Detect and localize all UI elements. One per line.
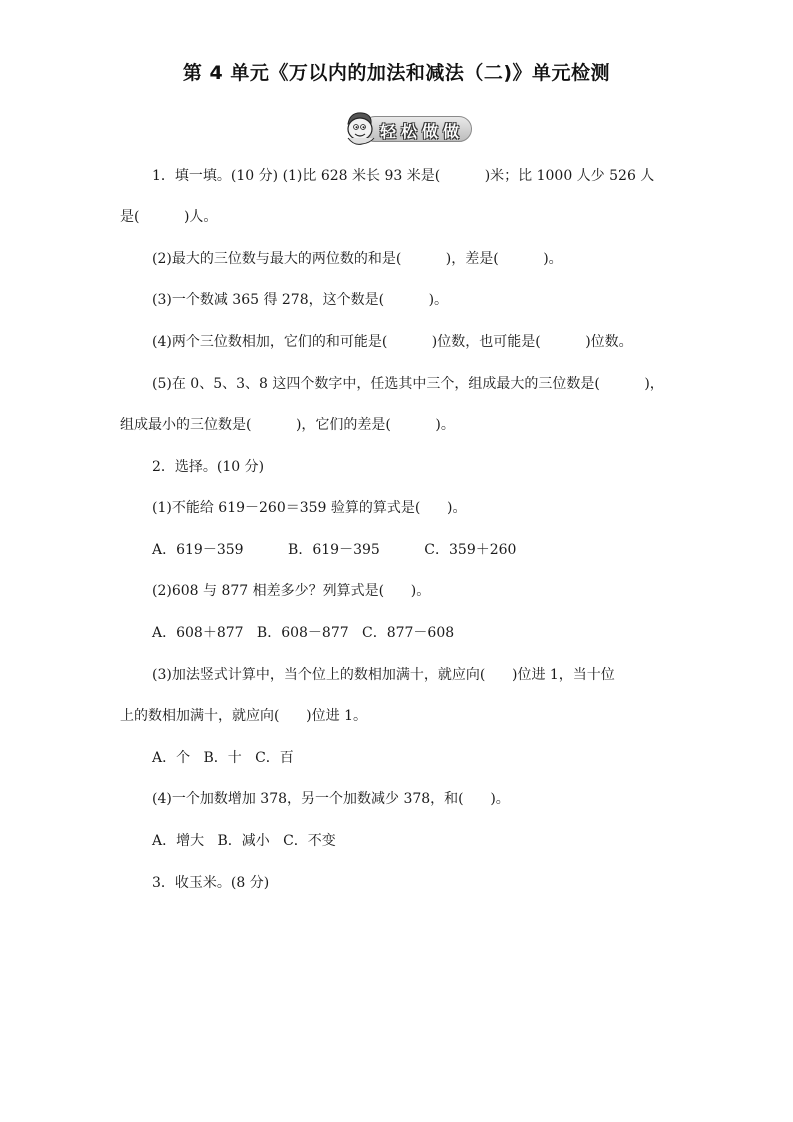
section-2-heading: 2．选择。(10 分) [152,459,265,475]
question-2-4-options: A．增大 B．减小 C．不变 [152,833,336,849]
question-1-1-line-2: 是( )人。 [120,209,218,225]
cartoon-boy-face-icon [344,110,378,146]
page-title: 第 4 单元《万以内的加法和减法（二)》单元检测 [182,62,611,84]
question-1-2: (2)最大的三位数与最大的两位数的和是( )，差是( )。 [152,251,563,267]
question-1-1-line-1: (1)比 628 米长 93 米是( )米；比 1000 人少 526 人 [282,168,655,184]
question-2-2-options: A．608＋877 B．608－877 C．877－608 [152,625,455,641]
banner-label: 轻松做做 [380,122,465,141]
question-2-2: (2)608 与 877 相差多少？列算式是( )。 [152,583,431,599]
section-1-heading: 1．填一填。(10 分) [152,168,279,184]
question-2-1: (1)不能给 619－260＝359 验算的算式是( )。 [152,500,467,516]
question-1-3: (3)一个数减 365 得 278，这个数是( )。 [152,292,449,308]
question-2-1-options: A．619－359 B．619－395 C．359＋260 [152,542,517,558]
question-1-5-line-2: 组成最小的三位数是( )，它们的差是( )。 [120,417,455,433]
section-banner [344,110,474,146]
question-2-3-line-1: (3)加法竖式计算中，当个位上的数相加满十，就应向( )位进 1，当十位 [152,667,615,683]
question-1-4: (4)两个三位数相加，它们的和可能是( )位数，也可能是( )位数。 [152,334,633,350]
question-2-3-options: A．个 B．十 C．百 [152,750,294,766]
section-1-line-1 [152,166,654,186]
question-2-4: (4)一个加数增加 378，另一个加数减少 378，和( )。 [152,791,510,807]
question-2-3-line-2: 上的数相加满十，就应向( )位进 1。 [120,708,367,724]
question-1-5-line-1: (5)在 0、5、3、8 这四个数字中，任选其中三个，组成最大的三位数是( )， [152,376,664,392]
section-3-heading: 3．收玉米。(8 分) [152,875,270,891]
